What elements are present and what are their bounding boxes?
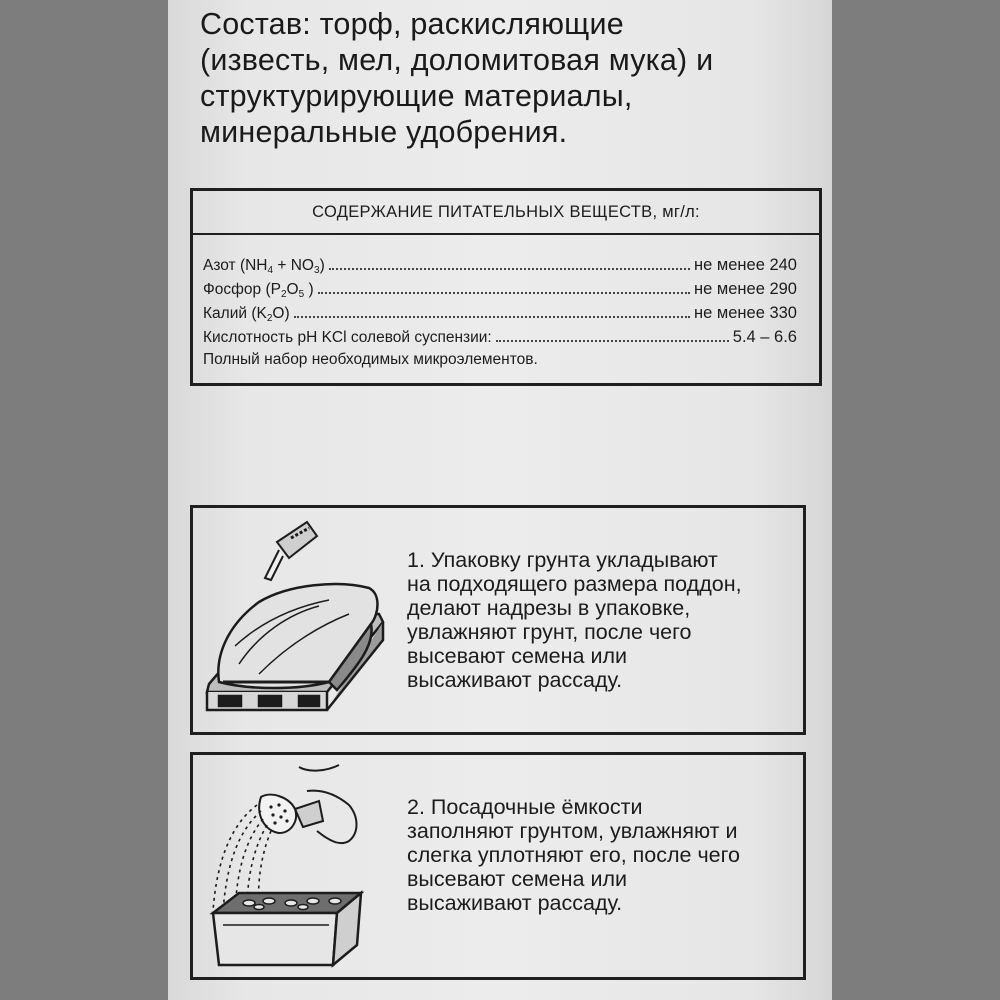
nutrient-value: не менее 290 [694,280,797,298]
step-line: делают надрезы в упаковке, [407,596,691,620]
step-line: заполняют грунтом, увлажняют и [407,819,738,843]
nutrient-value: не менее 330 [694,304,797,322]
divider [193,233,819,235]
nutrient-label: Кислотность pH KCl солевой суспензии: [203,329,492,346]
instruction-step-1 [190,505,806,735]
nutrient-value: 5.4 – 6.6 [732,328,797,346]
dot-leader [294,303,690,318]
composition-line: (известь, мел, доломитовая мука) и [200,43,714,77]
step-line: высевают семена или [407,867,628,891]
composition-line: структурирующие материалы, [200,79,633,113]
step-line: высаживают рассаду. [407,891,623,915]
composition-line: минеральные удобрения. [200,115,568,149]
watering-can-seedling-tray-icon [199,761,389,971]
step-line: высаживают рассаду. [407,668,623,692]
dot-leader [318,279,690,294]
micronutrient-note: Полный набор необходимых микроэлементов. [203,351,538,368]
knife-soil-bag-icon [199,514,389,724]
nutrient-heading: СОДЕРЖАНИЕ ПИТАТЕЛЬНЫХ ВЕЩЕСТВ, мг/л: [312,203,700,221]
step-line: 2. Посадочные ёмкости [407,795,643,819]
composition-line: Состав: торф, раскисляющие [200,7,624,41]
nutrient-label: Фосфор ($P_2O_5$ ) [203,281,314,300]
composition-text [200,6,820,150]
step-2-text [407,795,740,915]
nutrient-row-acidity [203,327,797,349]
instruction-step-2 [190,752,806,980]
step-line: на подходящего размера поддон, [407,572,742,596]
step-line: высевают семена или [407,644,628,668]
nutrient-table [190,188,822,386]
step-line: увлажняют грунт, после чего [407,620,692,644]
dot-leader [329,255,690,270]
nutrient-label: Калий $(K_2O)$ [203,305,290,324]
nutrient-label: Азот $(NH_4 + NO_3)$ [203,257,325,276]
nutrient-row-potassium [203,303,797,325]
step-1-text [407,548,742,692]
nutrient-row-nitrogen [203,255,797,277]
dot-leader [496,327,729,342]
nutrient-value: не менее 240 [694,256,797,274]
step-line: 1. Упаковку грунта укладывают [407,548,718,572]
nutrient-row-phosphorus [203,279,797,301]
step-line: слегка уплотняют его, после чего [407,843,740,867]
